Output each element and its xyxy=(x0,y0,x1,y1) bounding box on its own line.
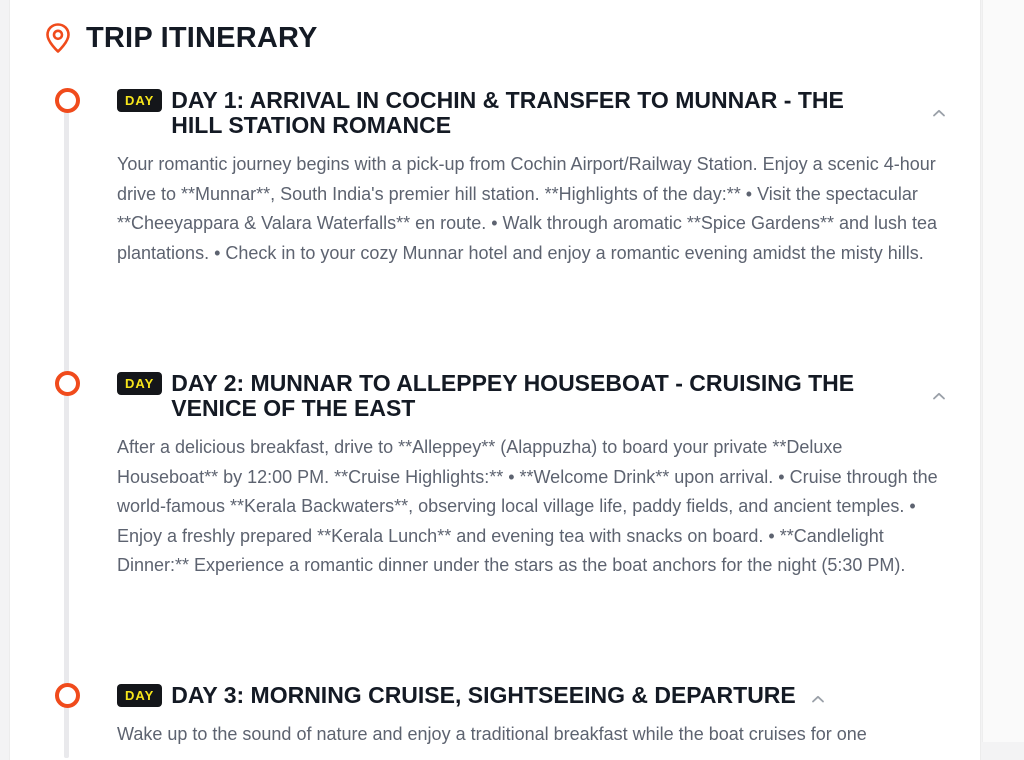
side-panel xyxy=(982,0,1024,742)
chevron-up-icon[interactable] xyxy=(931,105,947,115)
timeline-dot-day-3 xyxy=(55,683,80,708)
day-2-title: DAY 2: MUNNAR TO ALLEPPEY HOUSEBOAT - CRUISING THE VENICE OF THE EAST xyxy=(171,370,855,421)
timeline-dot-day-1 xyxy=(55,88,80,113)
chevron-up-icon[interactable] xyxy=(931,388,947,398)
day-3-description: Wake up to the sound of nature and enjoy a traditional breakfast while the boat cruises for one xyxy=(117,724,867,744)
day-1-header[interactable] xyxy=(117,88,877,138)
day-2-header[interactable] xyxy=(117,371,887,421)
itinerary-header xyxy=(44,18,318,58)
map-pin-icon xyxy=(44,22,72,54)
day-badge: DAY xyxy=(117,372,162,395)
chevron-up-icon[interactable] xyxy=(810,691,826,709)
day-badge: DAY xyxy=(117,684,162,707)
day-1-description: Your romantic journey begins with a pick-up from Cochin Airport/Railway Station. Enjoy a scenic 4-hour drive to **Munnar**, South India's premier hill station. **Highlights of the day:** • Visit the spectacular **Cheeyappara & Valara Waterfalls** en route. • Walk through aromatic **Spice Gardens** and lush tea plantations. • Check in to your cozy Munnar hotel and enjoy a romantic evening amidst the misty hills. xyxy=(117,154,938,263)
day-badge: DAY xyxy=(117,89,162,112)
timeline-dot-day-2 xyxy=(55,371,80,396)
day-3-title: DAY 3: MORNING CRUISE, SIGHTSEEING & DEPARTURE xyxy=(171,682,796,708)
timeline-line xyxy=(64,98,69,758)
day-3-header[interactable] xyxy=(117,683,917,709)
day-1-title: DAY 1: ARRIVAL IN COCHIN & TRANSFER TO MUNNAR - THE HILL STATION ROMANCE xyxy=(171,87,844,138)
day-2-description: After a delicious breakfast, drive to **Alleppey** (Alappuzha) to board your private **Deluxe Houseboat** by 12:00 PM. **Cruise Highlights:** • **Welcome Drink** upon arrival. • Cruise through the world-famous **Kerala Backwaters**, observing local village life, paddy fields, and ancient temples. • Enjoy a freshly prepared **Kerala Lunch** and evening tea with snacks on board. • **Candlelight Dinner:** Experience a romantic dinner under the stars as the boat anchors for the night (5:30 PM). xyxy=(117,437,938,575)
page-title: TRIP ITINERARY xyxy=(86,21,318,54)
